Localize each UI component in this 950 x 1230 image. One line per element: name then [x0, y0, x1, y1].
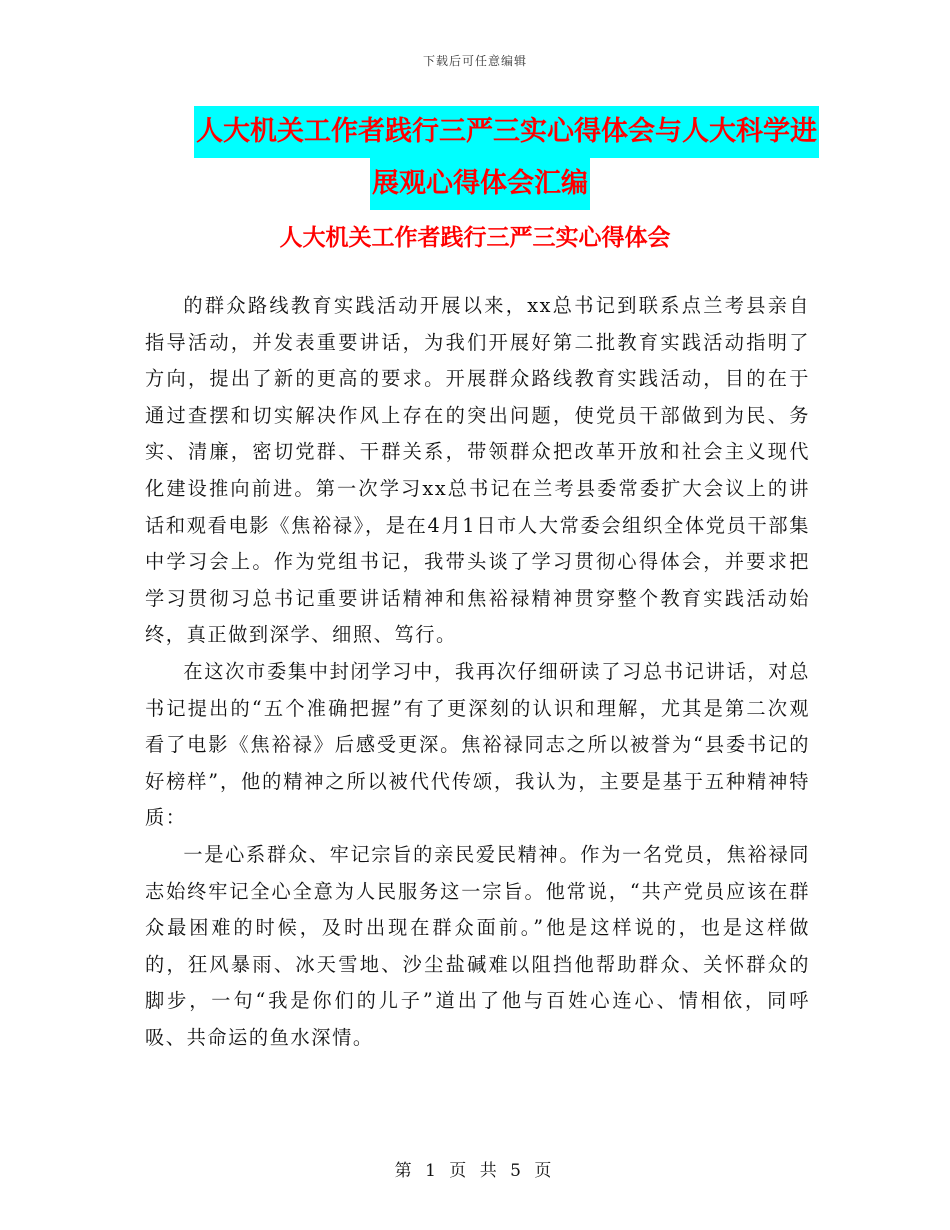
header-note: 下载后可任意编辑 [422, 54, 527, 68]
page-footer: 第 1 页 共 5 页 [394, 1161, 556, 1181]
paragraph-1: 的群众路线教育实践活动开展以来，xx总书记到联系点兰考县亲自指导活动，并发表重要讲话，为我们开展好第二批教育实践活动指明了方向，提出了新的更高的要求。开展群众路线教育实践活动，目的在于通过查摆和切实解决作风上存在的突出问题，使党员干部做到为民、务实、清廉，密切党群、干群关系，带领群众把改革开放和社会主义现代化建设推向前进。第一次学习xx总书记在兰考县委常委扩大会议上的讲话和观看电影《焦裕禄》，是在4月1日市人大常委会组织全体党员干部集中学习会上。作为党组书记，我带头谈了学习贯彻心得体会，并要求把学习贯彻习总书记重要讲话精神和焦裕禄精神贯穿整个教育实践活动始终，真正做到深学、细照、笃行。 [145, 294, 810, 647]
paragraph-2: 在这次市委集中封闭学习中，我再次仔细研读了习总书记讲话，对总书记提出的“五个准确把握”有了更深刻的认识和理解，尤其是第二次观看了电影《焦裕禄》后感受更深。焦裕禄同志之所以被誉为“县委书记的好榜样”，他的精神之所以被代代传颂，我认为，主要是基于五种精神特质： [145, 659, 810, 830]
document-body [145, 288, 810, 1056]
document-title-line-1: 人大机关工作者践行三严三实心得体会与人大科学进 [194, 106, 819, 158]
paragraph-3: 一是心系群众、牢记宗旨的亲民爱民精神。作为一名党员，焦裕禄同志始终牢记全心全意为人民服务这一宗旨。他常说，“共产党员应该在群众最困难的时候，及时出现在群众面前。”他是这样说的，也是这样做的，狂风暴雨、冰天雪地、沙尘盐碱难以阻挡他帮助群众、关怀群众的脚步，一句“我是你们的儿子”道出了他与百姓心连心、情相依，同呼吸、共命运的鱼水深情。 [145, 842, 810, 1049]
document-title-line-2: 展观心得体会汇编 [370, 158, 590, 210]
section-title: 人大机关工作者践行三严三实心得体会 [279, 225, 671, 251]
